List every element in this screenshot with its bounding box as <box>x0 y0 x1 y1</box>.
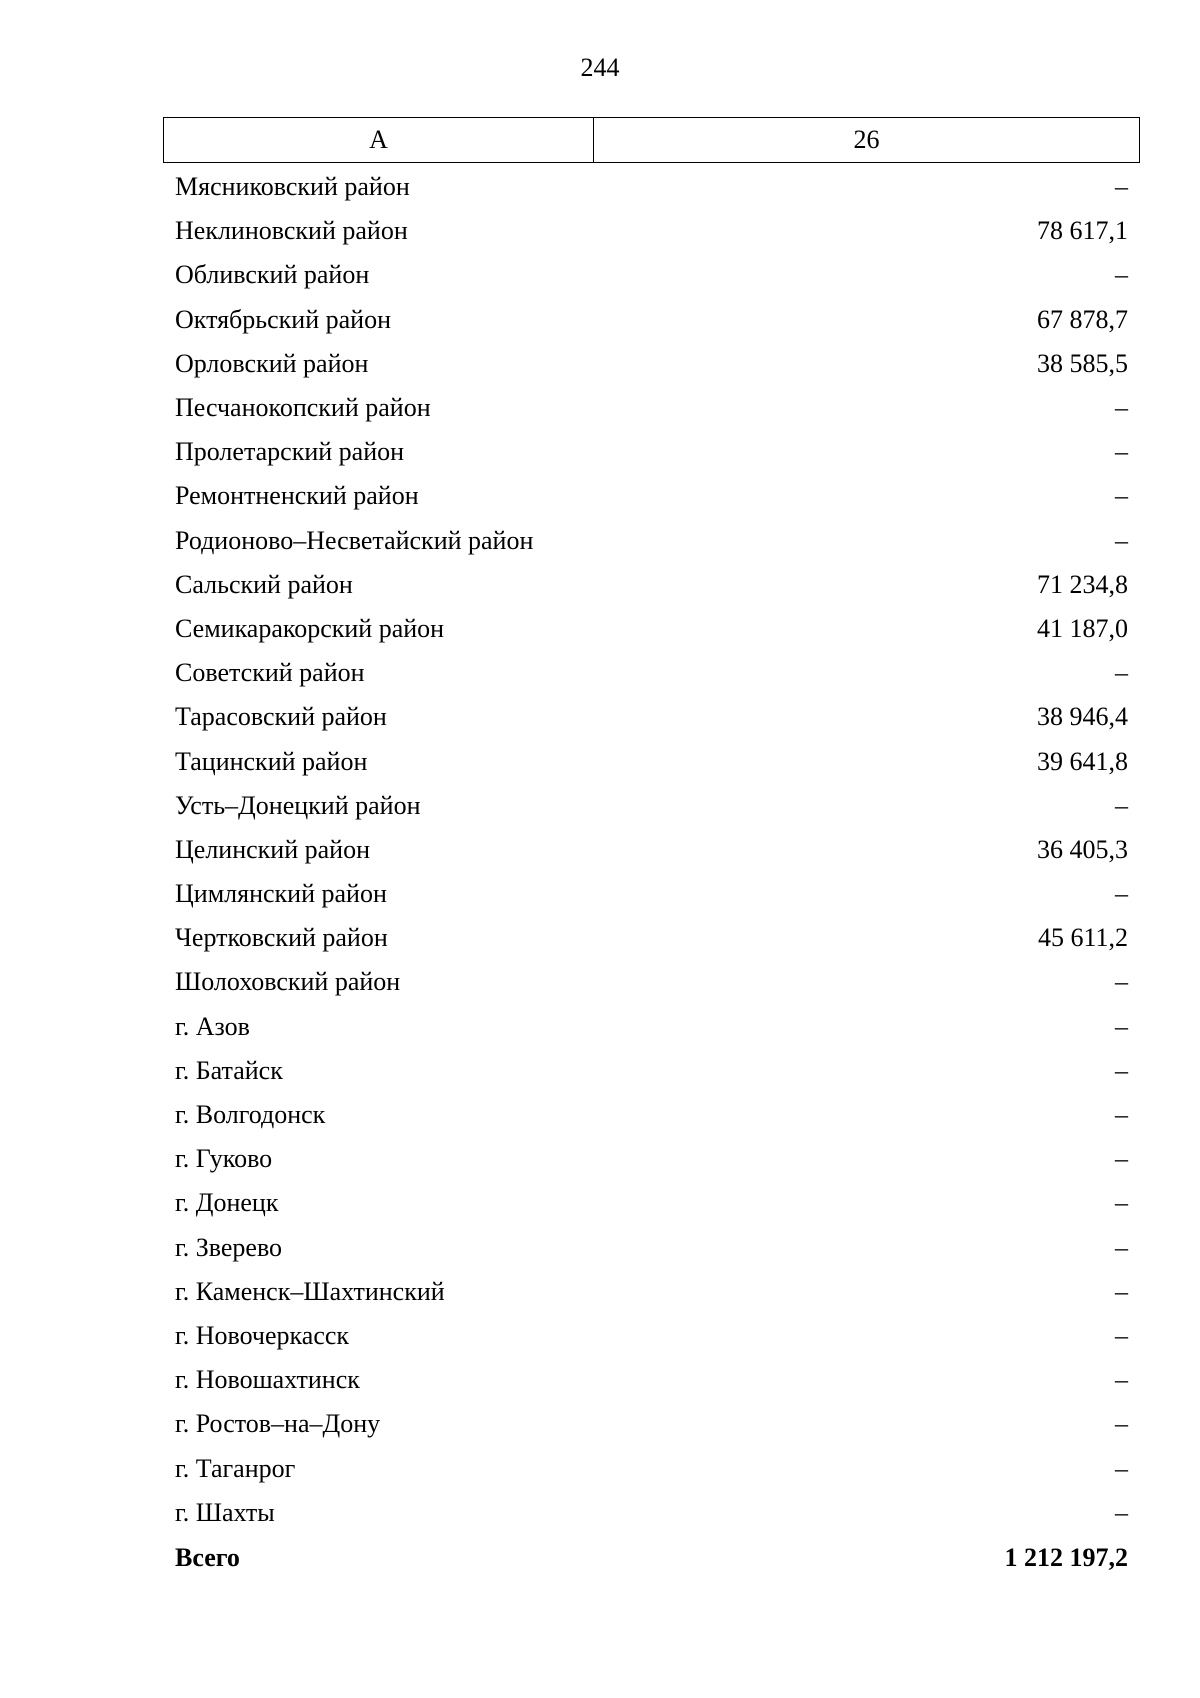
row-label: г. Таганрог <box>175 1453 296 1483</box>
row-value: – <box>1115 1276 1128 1306</box>
total-row <box>163 1535 1140 1581</box>
table-row <box>163 607 1140 651</box>
table-row <box>163 386 1140 430</box>
row-value: – <box>1115 1232 1128 1262</box>
row-value: – <box>1115 260 1128 290</box>
row-value: 39 641,8 <box>1037 746 1128 776</box>
table-row <box>163 1491 1140 1535</box>
table-row <box>163 342 1140 386</box>
row-label: Целинский район <box>175 834 370 864</box>
row-label: Орловский район <box>175 348 369 378</box>
table-row <box>163 1181 1140 1225</box>
table-header <box>163 117 1140 163</box>
row-value: – <box>1115 658 1128 688</box>
table-row <box>163 651 1140 695</box>
row-value: – <box>1115 1011 1128 1041</box>
table-row <box>163 695 1140 739</box>
row-value: – <box>1115 1409 1128 1439</box>
table-row <box>163 1314 1140 1358</box>
table-body <box>163 165 1140 1581</box>
row-value: 38 585,5 <box>1037 348 1128 378</box>
row-value: 71 234,8 <box>1037 569 1128 599</box>
row-value: – <box>1115 790 1128 820</box>
total-label: Всего <box>175 1542 240 1572</box>
row-value: – <box>1115 437 1128 467</box>
row-label: Советский район <box>175 658 365 688</box>
table-row <box>163 1226 1140 1270</box>
row-value: – <box>1115 525 1128 555</box>
row-label: г. Новошахтинск <box>175 1365 360 1395</box>
row-label: Октябрьский район <box>175 304 391 334</box>
row-label: г. Батайск <box>175 1055 283 1085</box>
table-row <box>163 209 1140 253</box>
table-row <box>163 298 1140 342</box>
row-label: Семикаракорский район <box>175 613 445 643</box>
row-value: – <box>1115 172 1128 202</box>
table-row <box>163 828 1140 872</box>
row-value: – <box>1115 1497 1128 1527</box>
row-value: – <box>1115 879 1128 909</box>
row-label: Песчанокопский район <box>175 393 431 423</box>
row-value: 36 405,3 <box>1037 834 1128 864</box>
row-label: Неклиновский район <box>175 216 408 246</box>
row-label: Чертковский район <box>175 923 388 953</box>
row-value: 38 946,4 <box>1037 702 1128 732</box>
table-row <box>163 1049 1140 1093</box>
row-label: г. Волгодонск <box>175 1100 326 1130</box>
table-row <box>163 1358 1140 1402</box>
row-value: – <box>1115 1188 1128 1218</box>
table-row <box>163 430 1140 474</box>
row-label: Тарасовский район <box>175 702 387 732</box>
table-row <box>163 253 1140 297</box>
table-row <box>163 1005 1140 1049</box>
row-value: – <box>1115 1320 1128 1350</box>
row-label: Усть–Донецкий район <box>175 790 421 820</box>
row-label: Шолоховский район <box>175 967 401 997</box>
table-row <box>163 1270 1140 1314</box>
page-number: 244 <box>580 53 620 82</box>
row-label: Цимлянский район <box>175 879 387 909</box>
row-value: 78 617,1 <box>1037 216 1128 246</box>
row-value: – <box>1115 1144 1128 1174</box>
row-label: Ремонтненский район <box>175 481 419 511</box>
row-value: – <box>1115 1365 1128 1395</box>
row-label: г. Азов <box>175 1011 250 1041</box>
table-row <box>163 784 1140 828</box>
row-label: Обливский район <box>175 260 370 290</box>
row-label: г. Донецк <box>175 1188 279 1218</box>
row-label: Мясниковский район <box>175 172 410 202</box>
row-label: г. Ростов–на–Дону <box>175 1409 381 1439</box>
table-row <box>163 872 1140 916</box>
row-value: – <box>1115 1055 1128 1085</box>
row-value: – <box>1115 481 1128 511</box>
row-label: Пролетарский район <box>175 437 405 467</box>
table-row <box>163 739 1140 783</box>
row-value: 67 878,7 <box>1037 304 1128 334</box>
row-value: – <box>1115 393 1128 423</box>
row-value: – <box>1115 1453 1128 1483</box>
row-label: Сальский район <box>175 569 353 599</box>
row-value: 45 611,2 <box>1037 923 1128 953</box>
header-column-a: А <box>164 118 594 162</box>
total-value: 1 212 197,2 <box>1004 1542 1128 1572</box>
row-label: г. Каменск–Шахтинский <box>175 1276 445 1306</box>
row-label: г. Гуково <box>175 1144 273 1174</box>
row-value: – <box>1115 967 1128 997</box>
table-row <box>163 916 1140 960</box>
row-value: 41 187,0 <box>1037 613 1128 643</box>
table-row <box>163 563 1140 607</box>
row-label: Родионово–Несветайский район <box>175 525 534 555</box>
row-label: г. Новочеркасск <box>175 1320 350 1350</box>
row-value: – <box>1115 1100 1128 1130</box>
header-column-26: 26 <box>853 125 880 154</box>
table-row <box>163 960 1140 1004</box>
table-row <box>163 1446 1140 1490</box>
table-row <box>163 165 1140 209</box>
row-label: г. Зверево <box>175 1232 283 1262</box>
table-row <box>163 474 1140 518</box>
table-row <box>163 1402 1140 1446</box>
table-row <box>163 1093 1140 1137</box>
table-row <box>163 519 1140 563</box>
row-label: г. Шахты <box>175 1497 275 1527</box>
table-row <box>163 1137 1140 1181</box>
row-label: Тацинский район <box>175 746 368 776</box>
